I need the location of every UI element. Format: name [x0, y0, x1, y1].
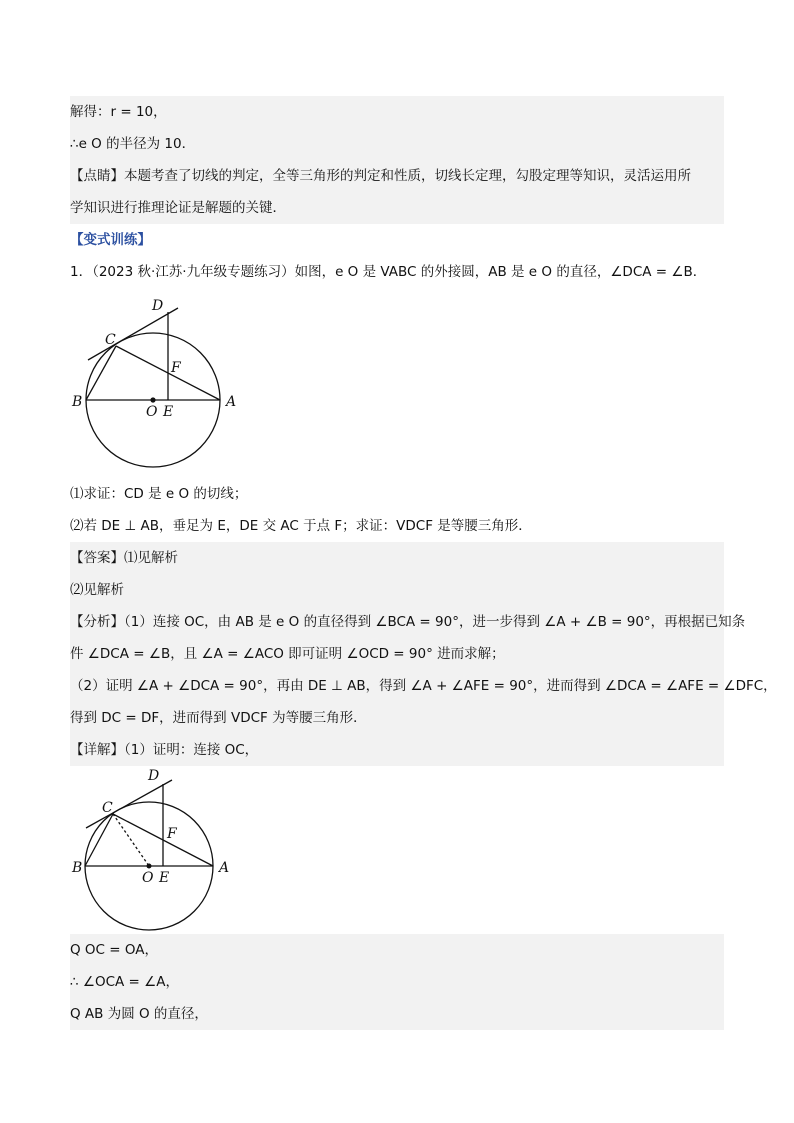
label-f: F — [167, 826, 177, 842]
label-e: E — [163, 404, 174, 420]
segment-oc-dotted — [113, 814, 149, 866]
solution-line: 解得：r = 10， — [70, 96, 724, 128]
label-a: A — [219, 860, 230, 876]
analysis-line-3: （2）证明 ∠A + ∠DCA = 90°，再由 DE ⊥ AB，得到 ∠A + ∠AFE = 90°，进而得到 ∠DCA = ∠AFE = ∠DFC， — [70, 670, 724, 702]
segment-bc — [85, 814, 113, 866]
analysis-line-1: 【分析】（1）连接 OC，由 AB 是 e O 的直径得到 ∠BCA = 90°，进一步得到 ∠A + ∠B = 90°，再根据已知条 — [70, 606, 724, 638]
label-e: E — [159, 870, 170, 886]
answer-line-1: 【答案】⑴见解析 — [70, 542, 724, 574]
label-b: B — [72, 860, 83, 876]
tangent-cd — [86, 780, 172, 828]
analysis-line-2: 件 ∠DCA = ∠B，且 ∠A = ∠ACO 即可证明 ∠OCD = 90° 进而求解； — [70, 638, 724, 670]
label-b: B — [72, 394, 83, 410]
radius-conclusion: ∴e O 的半径为 10． — [70, 128, 724, 160]
center-point — [147, 864, 152, 869]
proof-step-1: Q OC = OA， — [70, 934, 724, 966]
label-c: C — [105, 332, 116, 348]
comment-line-2: 学知识进行推理论证是解题的关键． — [70, 192, 724, 224]
geometry-figure-2 — [70, 766, 240, 936]
analysis-line-4: 得到 DC = DF，进而得到 VDCF 为等腰三角形． — [70, 702, 724, 734]
comment-line-1: 【点睛】本题考查了切线的判定，全等三角形的判定和性质，切线长定理，勾股定理等知识，灵活运用所 — [70, 160, 724, 192]
proof-step-3: Q AB 为圆 O 的直径， — [70, 998, 724, 1030]
detail-line-1: 【详解】（1）证明：连接 OC， — [70, 734, 724, 766]
center-point — [150, 397, 155, 402]
label-d: D — [152, 298, 164, 314]
answer-line-2: ⑵见解析 — [70, 574, 724, 606]
segment-bc — [86, 346, 116, 400]
question-1: ⑴求证：CD 是 e O 的切线； — [70, 486, 248, 502]
problem-statement: 1．（2023 秋·江苏·九年级专题练习）如图，e O 是 VABC 的外接圆，AB 是 e O 的直径，∠DCA = ∠B． — [70, 264, 707, 280]
section-heading: 【变式训练】 — [70, 232, 151, 248]
label-c: C — [102, 800, 113, 816]
label-f: F — [171, 360, 181, 376]
question-2: ⑵若 DE ⊥ AB，垂足为 E，DE 交 AC 于点 F；求证：VDCF 是等腰三角形． — [70, 518, 532, 534]
label-o: O — [146, 404, 158, 420]
label-a: A — [226, 394, 237, 410]
proof-step-2: ∴ ∠OCA = ∠A， — [70, 966, 724, 998]
label-d: D — [148, 768, 160, 784]
label-o: O — [142, 870, 154, 886]
geometry-figure-1 — [70, 292, 250, 472]
